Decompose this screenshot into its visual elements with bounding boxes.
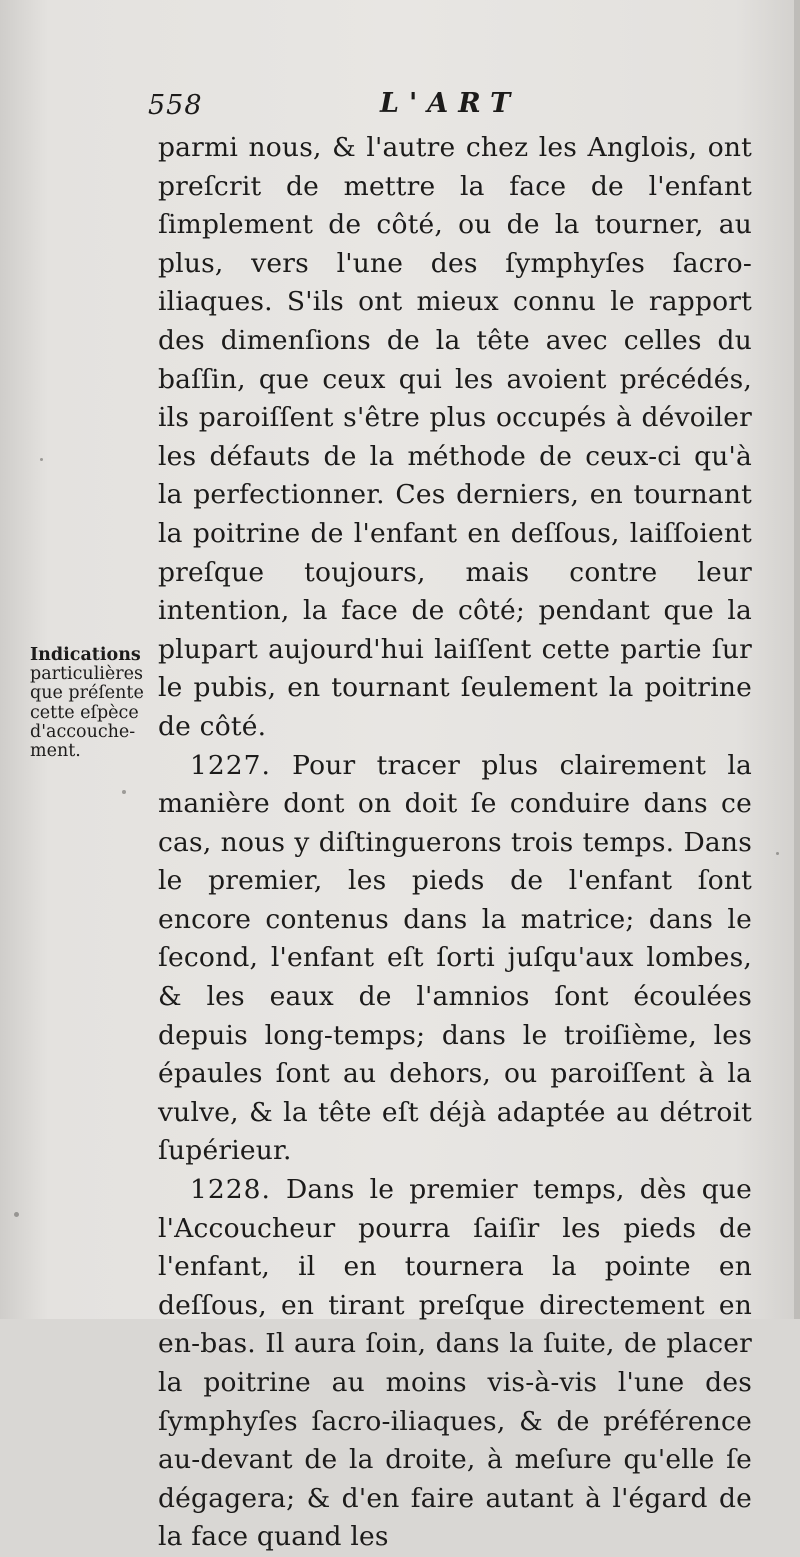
paper-speck xyxy=(122,790,126,794)
page-number: 558 xyxy=(148,90,203,121)
margin-note-line: que préſente xyxy=(30,683,144,704)
paper-speck xyxy=(776,852,779,855)
margin-note xyxy=(30,646,158,761)
paragraph-1227 xyxy=(158,747,752,1172)
paper-speck xyxy=(40,458,43,461)
margin-note-line: Indications xyxy=(30,645,141,665)
main-text xyxy=(158,129,752,1557)
margin-note-line: cette eſpèce xyxy=(30,702,139,723)
margin-note-line: particulières xyxy=(30,664,143,685)
paragraph-continued: parmi nous, & l'autre chez les Anglois, ont preſcrit de mettre la face de l'enfant ſimplement de côté, ou de la tourner, au plus, vers l'une des ſymphyſes ſacro-iliaques. S'ils ont mieux connu le rapport des dimenſions de la tête avec celles du baſſin, que ceux qui les avoient précédés, ils paroiſſent s'être plus occupés à dévoiler les défauts de la méthode de ceux-ci qu'à la perfectionner. Ces derniers, en tournant la poitrine de l'enfant en deſſous, laiſſoient preſque toujours, mais contre leur intention, la face de côté; pendant que la plupart aujourd'hui laiſſent cette partie ſur le pubis, en tournant ſeulement la poitrine de côté. xyxy=(158,132,752,742)
paragraph-number: 1228. xyxy=(190,1174,271,1206)
paragraph-1228 xyxy=(158,1171,752,1557)
running-head: L'ART xyxy=(380,88,521,119)
margin-note-line: ment. xyxy=(30,741,81,762)
page-header xyxy=(148,86,748,126)
paragraph-text: Dans le premier temps, dès que l'Accoucheur pourra ſaiſir les pieds de l'enfant, il en tournera la pointe en deſſous, en tirant preſque directement en en-bas. Il aura ſoin, dans la ſuite, de placer la poitrine au moins vis-à-vis l'une des ſymphyſes ſacro-iliaques, & de préférence au-devant de la droite, à meſure qu'elle ſe dégagera; & d'en faire autant à l'égard de la face quand les xyxy=(158,1174,753,1553)
paragraph-number: 1227. xyxy=(190,749,271,781)
paper-speck xyxy=(14,1212,19,1217)
margin-note-line: d'accouche- xyxy=(30,721,136,742)
paragraph-text: Pour tracer plus clairement la manière dont on doit ſe conduire dans ce cas, nous y diſtinguerons trois temps. Dans le premier, les pieds de l'enfant ſont encore contenus dans la matrice; dans le ſecond, l'enfant eſt ſorti juſqu'aux lombes, & les eaux de l'amnios ſont écoulées depuis long-temps; dans le troiſième, les épaules ſont au dehors, ou paroiſſent à la vulve, & la tête eſt déjà adaptée au détroit ſupérieur. xyxy=(158,749,752,1167)
